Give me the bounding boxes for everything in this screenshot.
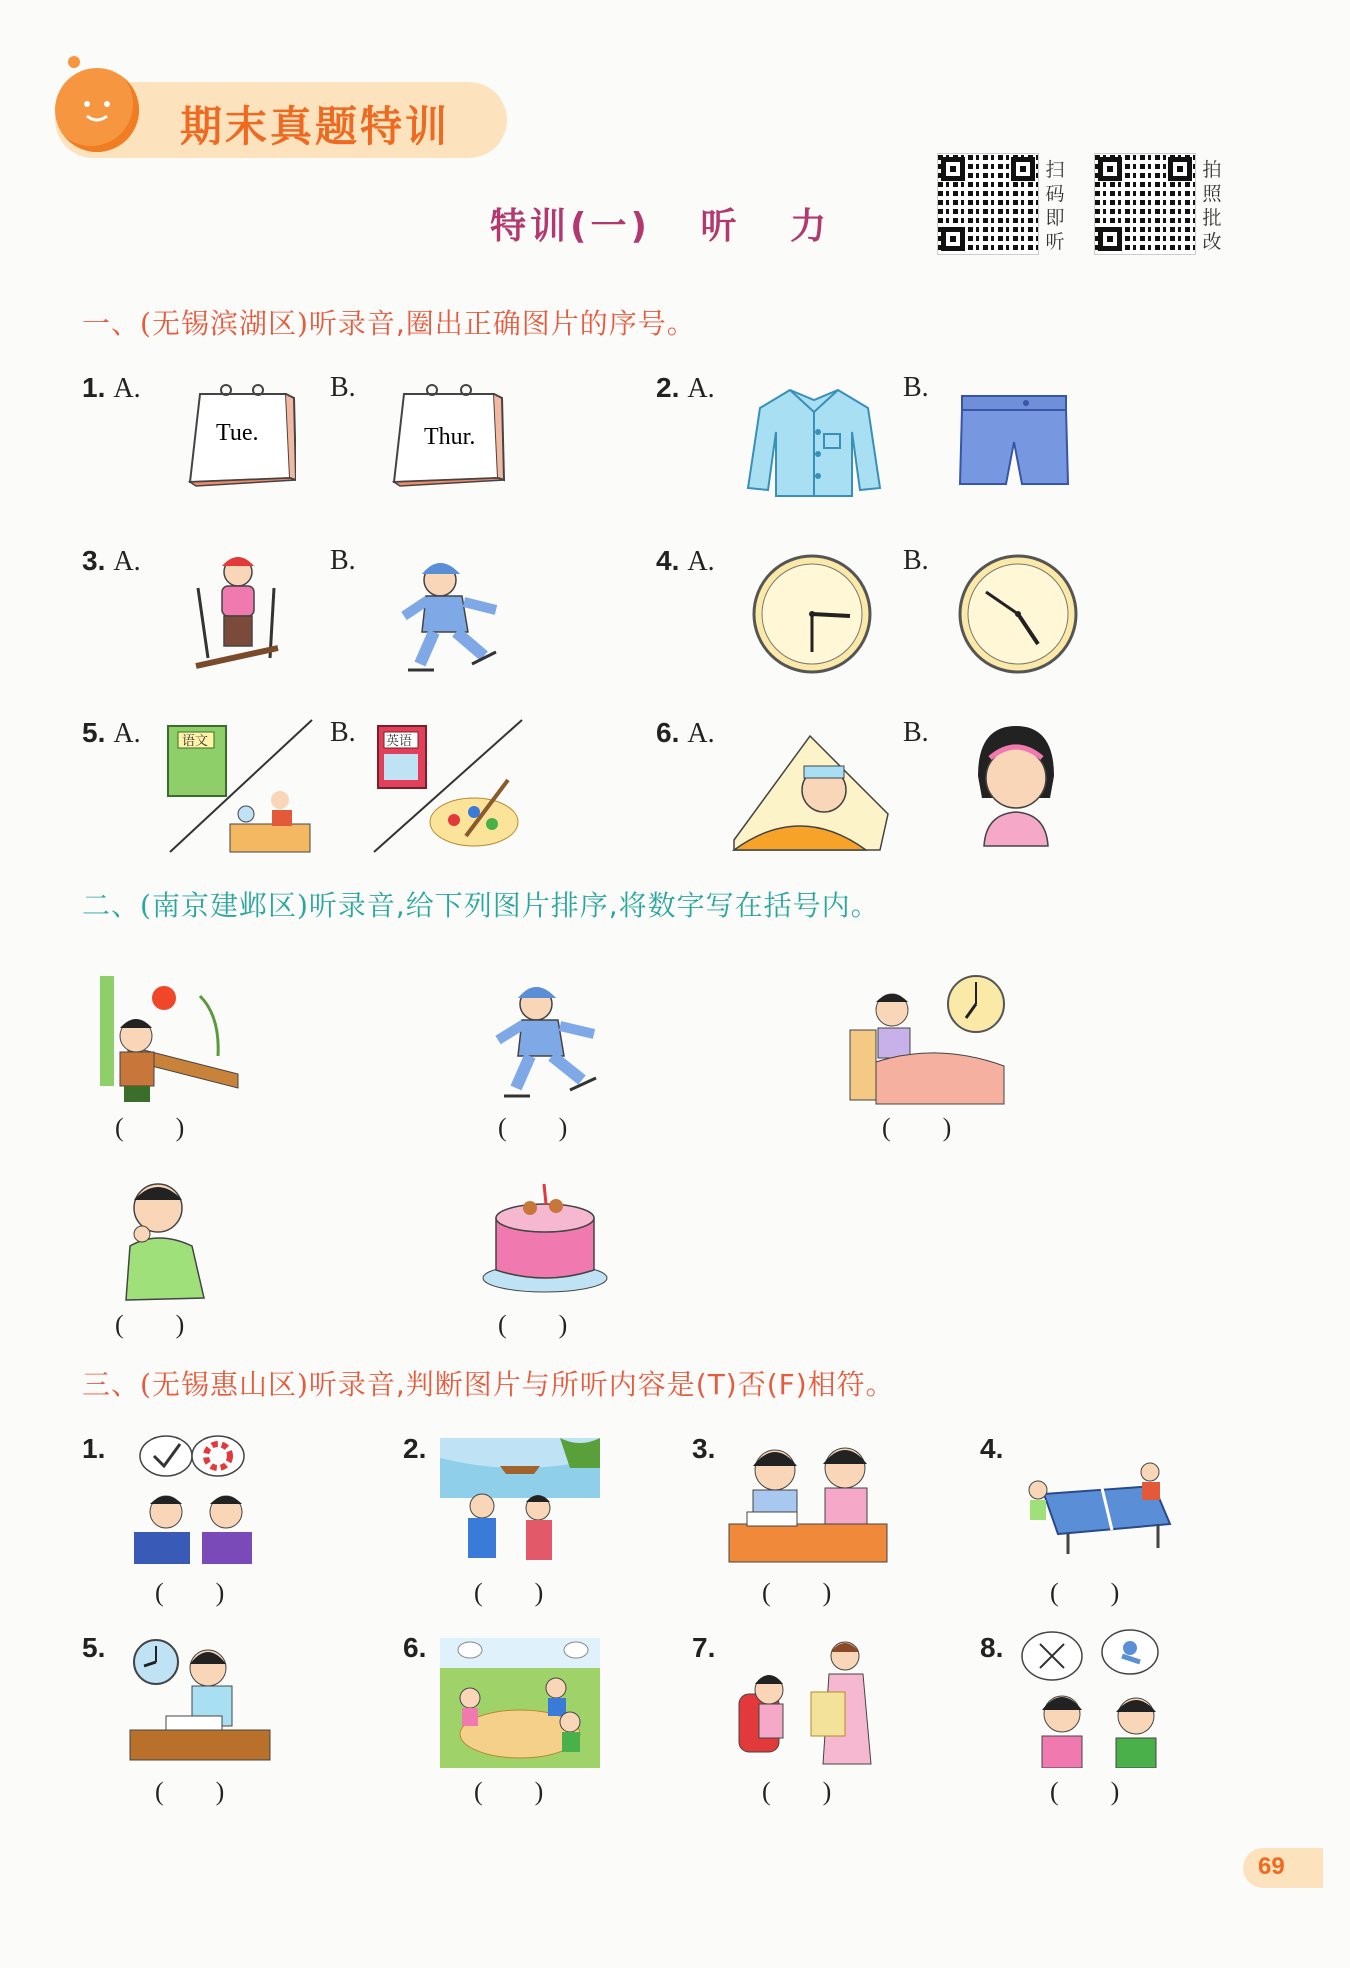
q2-label: 2. A.	[656, 372, 715, 404]
qr-label-listen: 扫 码 即 听	[1045, 159, 1065, 253]
s3-q1-number: 1.	[82, 1433, 106, 1464]
chinese-book-science-image[interactable]	[160, 716, 320, 856]
answer-bracket-s3-2[interactable]: ( )	[474, 1578, 544, 1607]
s3-q2-number: 2.	[403, 1433, 427, 1464]
qr-code-listen[interactable]	[937, 153, 1039, 255]
english-book-text: 英语	[386, 733, 413, 748]
english-book-art-image[interactable]	[370, 716, 530, 856]
mascot-antenna	[68, 56, 80, 68]
answer-bracket-s3-3[interactable]: ( )	[762, 1578, 832, 1607]
q1-option-b-label: B.	[330, 372, 356, 403]
q5-option-b-label: B.	[330, 717, 356, 748]
table-tennis-image[interactable]	[1018, 1458, 1174, 1556]
s3-q7-number: 7.	[692, 1632, 716, 1663]
qr-code-grade[interactable]	[1094, 153, 1196, 255]
boy-eating-image[interactable]	[112, 1170, 224, 1306]
q1-label: 1. A.	[82, 372, 141, 404]
boy-skating-image-s2[interactable]	[478, 976, 612, 1104]
shorts-image[interactable]	[956, 392, 1072, 490]
birthday-cake-image[interactable]	[480, 1178, 610, 1296]
section2-title: 二、(南京建邺区)听录音,给下列图片排序,将数字写在括号内。	[82, 889, 880, 922]
chinese-book-text: 语文	[182, 733, 209, 748]
girl-mother-sweater-image[interactable]	[735, 1634, 879, 1768]
qr-label-grade: 拍 照 批 改	[1202, 159, 1222, 253]
answer-bracket-s2-4[interactable]: ( )	[115, 1310, 185, 1339]
sick-girl-in-bed-image[interactable]	[730, 730, 892, 854]
boy-skating-image[interactable]	[384, 552, 510, 676]
clock-option-b-image[interactable]	[956, 552, 1080, 676]
q2-option-b-label: B.	[903, 372, 929, 403]
answer-bracket-s3-1[interactable]: ( )	[155, 1578, 225, 1607]
answer-bracket-s2-3[interactable]: ( )	[882, 1113, 952, 1142]
q5-label: 5. A.	[82, 717, 141, 749]
s3-q8-number: 8.	[980, 1632, 1004, 1663]
answer-bracket-s3-5[interactable]: ( )	[155, 1777, 225, 1806]
shirt-image[interactable]	[744, 382, 884, 500]
page-title: 期末真题特训	[180, 102, 451, 151]
clock-option-a-image[interactable]	[750, 552, 874, 676]
answer-bracket-s3-6[interactable]: ( )	[474, 1777, 544, 1806]
girl-boy-phone-call-image[interactable]	[1018, 1628, 1176, 1768]
q4-option-b-label: B.	[903, 545, 929, 576]
girl-skiing-image[interactable]	[186, 548, 286, 672]
s3-q4-number: 4.	[980, 1433, 1004, 1464]
q3-option-b-label: B.	[330, 545, 356, 576]
q3-label: 3. A.	[82, 545, 141, 577]
answer-bracket-s3-7[interactable]: ( )	[762, 1777, 832, 1806]
two-boys-thinking-image[interactable]	[122, 1432, 262, 1564]
section3-title: 三、(无锡惠山区)听录音,判断图片与所听内容是(T)否(F)相符。	[82, 1368, 895, 1401]
calendar-tue-image[interactable]	[186, 382, 296, 494]
page-number: 69	[1258, 1853, 1285, 1880]
answer-bracket-s3-8[interactable]: ( )	[1050, 1777, 1120, 1806]
girl-portrait-image[interactable]	[970, 722, 1060, 850]
two-girls-studying-image[interactable]	[727, 1432, 889, 1564]
boy-morning-window-image[interactable]	[100, 976, 240, 1106]
s3-q5-number: 5.	[82, 1632, 106, 1663]
calendar-thur-text: Thur.	[424, 424, 476, 450]
calendar-tue-text: Tue.	[216, 420, 259, 446]
section1-title: 一、(无锡滨湖区)听录音,圈出正确图片的序号。	[82, 307, 696, 340]
boy-writing-clock-image[interactable]	[126, 1634, 274, 1766]
boy-waking-clock-image[interactable]	[848, 970, 1006, 1106]
answer-bracket-s2-5[interactable]: ( )	[498, 1310, 568, 1339]
q6-option-b-label: B.	[903, 717, 929, 748]
answer-bracket-s2-2[interactable]: ( )	[498, 1113, 568, 1142]
section-subtitle: 特训(一) 听 力	[490, 206, 831, 247]
calendar-thur-image[interactable]	[390, 382, 508, 494]
q4-label: 4. A.	[656, 545, 715, 577]
s3-q3-number: 3.	[692, 1433, 716, 1464]
picnic-scene-image[interactable]	[440, 1638, 600, 1768]
river-boat-scene-image[interactable]	[440, 1438, 600, 1564]
mascot-icon	[55, 68, 139, 152]
answer-bracket-s2-1[interactable]: ( )	[115, 1113, 185, 1142]
s3-q6-number: 6.	[403, 1632, 427, 1663]
answer-bracket-s3-4[interactable]: ( )	[1050, 1578, 1120, 1607]
q6-label: 6. A.	[656, 717, 715, 749]
